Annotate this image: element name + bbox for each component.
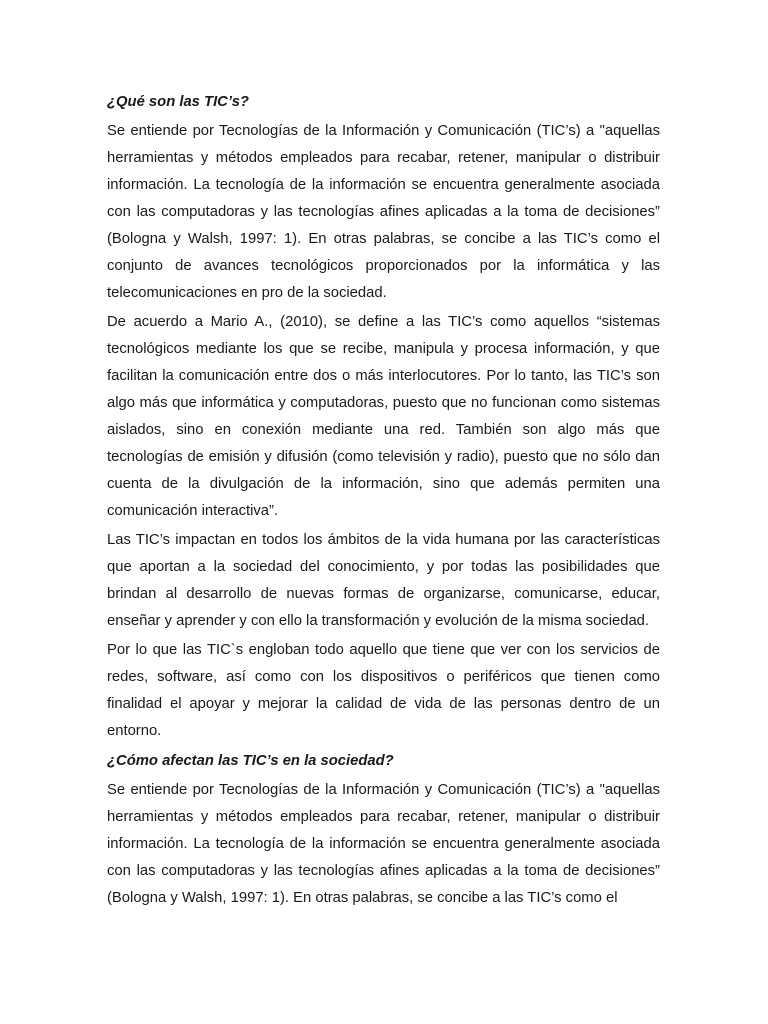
section-heading-como-afectan: ¿Cómo afectan las TIC’s en la sociedad? [107, 753, 394, 769]
section-heading-que-son: ¿Qué son las TIC’s? [107, 94, 249, 110]
paragraph: Se entiende por Tecnologías de la Información y Comunicación (TIC’s) a "aquellas herramientas y métodos empleados para recabar, retener, manipular o distribuir información. La tecnología de la información se encuentra generalmente asociada con las computadoras y las tecnologías afines aplicadas a la toma de decisiones” (Bologna y Walsh, 1997: 1). En otras palabras, se concibe a las TIC’s como el conjunto de avances tecnológicos proporcionados por la informática y las telecomunicaciones en pro de la sociedad. [107, 123, 660, 301]
paragraph: Las TIC’s impactan en todos los ámbitos de la vida humana por las características que aportan a la sociedad del conocimiento, y por todas las posibilidades que brindan al desarrollo de nuevas formas de organizarse, comunicarse, educar, enseñar y aprender y con ello la transformación y evolución de la misma sociedad. [107, 532, 660, 629]
document-page [107, 88, 660, 914]
paragraph: De acuerdo a Mario A., (2010), se define a las TIC’s como aquellos “sistemas tecnológicos mediante los que se recibe, manipula y procesa información, y que facilitan la comunicación entre dos o más interlocutores. Por lo tanto, las TIC’s son algo más que informática y computadoras, puesto que no funcionan como sistemas aislados, sino en conexión mediante una red. También son algo más que tecnologías de emisión y difusión (como televisión y radio), puesto que no sólo dan cuenta de la divulgación de la información, sino que además permiten una comunicación interactiva”. [107, 314, 660, 519]
paragraph: Por lo que las TIC`s engloban todo aquello que tiene que ver con los servicios de redes, software, así como con los dispositivos o periféricos que tienen como finalidad el apoyar y mejorar la calidad de vida de las personas dentro de un entorno. [107, 642, 660, 739]
paragraph: Se entiende por Tecnologías de la Información y Comunicación (TIC’s) a "aquellas herramientas y métodos empleados para recabar, retener, manipular o distribuir información. La tecnología de la información se encuentra generalmente asociada con las computadoras y las tecnologías afines aplicadas a la toma de decisiones” (Bologna y Walsh, 1997: 1). En otras palabras, se concibe a las TIC’s como el [107, 782, 660, 906]
